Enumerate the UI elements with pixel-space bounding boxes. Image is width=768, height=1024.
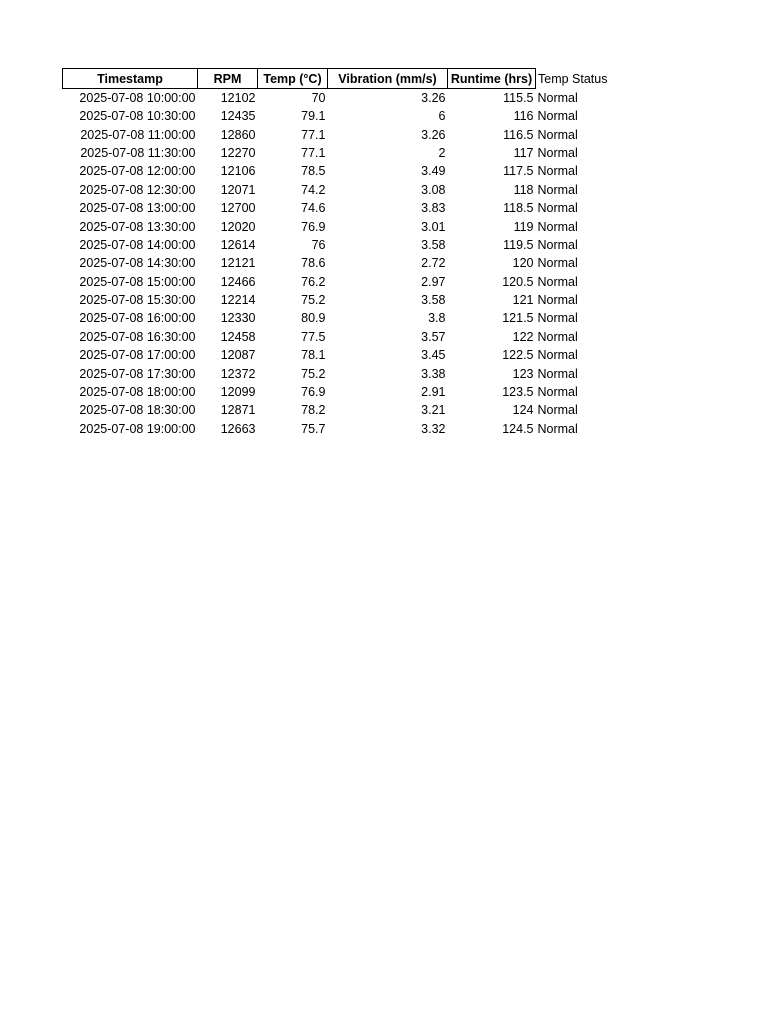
cell-timestamp: 2025-07-08 10:30:00 (79, 109, 196, 124)
table-row (63, 401, 626, 419)
table-row (63, 89, 626, 108)
cell-timestamp: 2025-07-08 13:00:00 (79, 201, 196, 216)
cell-temp: 78.5 (301, 164, 326, 179)
cell-timestamp: 2025-07-08 15:30:00 (79, 293, 196, 308)
cell-runtime: 123 (512, 366, 534, 381)
cell-runtime: 123.5 (502, 385, 534, 400)
cell-rpm: 12435 (220, 109, 256, 124)
cell-temp: 75.2 (301, 366, 326, 381)
table-row (63, 420, 626, 438)
cell-vibration: 3.58 (421, 293, 446, 308)
cell-temp-status: Normal (537, 293, 578, 308)
cell-temp-status: Normal (537, 90, 578, 105)
cell-vibration: 3.58 (421, 237, 446, 252)
cell-runtime: 119 (513, 219, 534, 234)
table-row (63, 328, 626, 346)
cell-timestamp: 2025-07-08 12:30:00 (79, 182, 196, 197)
table-row (63, 107, 626, 125)
cell-vibration: 3.26 (421, 127, 446, 142)
table-row (63, 346, 626, 364)
cell-rpm: 12466 (220, 274, 256, 289)
cell-vibration: 2 (438, 145, 446, 160)
table-row (63, 125, 626, 143)
cell-timestamp: 2025-07-08 13:30:00 (79, 219, 196, 234)
cell-timestamp: 2025-07-08 14:00:00 (79, 237, 196, 252)
cell-runtime: 124.5 (502, 421, 534, 436)
cell-temp-status: Normal (537, 145, 578, 160)
cell-temp-status: Normal (537, 164, 578, 179)
cell-timestamp: 2025-07-08 11:00:00 (80, 127, 196, 142)
cell-rpm: 12020 (220, 219, 256, 234)
cell-vibration: 2.97 (421, 274, 446, 289)
cell-runtime: 118 (513, 182, 534, 197)
cell-rpm: 12700 (220, 201, 256, 216)
cell-runtime: 117 (513, 145, 534, 160)
table-header (63, 69, 626, 89)
cell-temp: 76.9 (301, 385, 326, 400)
table-row (63, 291, 626, 309)
cell-temp: 75.2 (301, 293, 326, 308)
cell-temp: 76.9 (301, 219, 326, 234)
cell-temp-status: Normal (537, 274, 578, 289)
cell-runtime: 115.5 (503, 91, 534, 105)
cell-runtime: 121 (512, 293, 534, 308)
cell-timestamp: 2025-07-08 14:30:00 (79, 256, 196, 271)
cell-temp: 79.1 (301, 109, 326, 124)
cell-timestamp: 2025-07-08 12:00:00 (79, 164, 196, 179)
cell-temp: 77.5 (301, 329, 326, 344)
cell-runtime: 121.5 (502, 311, 534, 326)
cell-rpm: 12087 (220, 348, 256, 363)
cell-temp-status: Normal (537, 256, 578, 271)
cell-temp-status: Normal (537, 109, 578, 124)
table-row (63, 364, 626, 382)
header-rpm: RPM (198, 69, 258, 89)
cell-rpm: 12071 (220, 182, 256, 197)
header-vibration: Vibration (mm/s) (328, 69, 448, 89)
table-row (63, 217, 626, 235)
cell-rpm: 12330 (220, 311, 256, 326)
cell-rpm: 12860 (220, 127, 256, 142)
cell-temp: 74.6 (301, 201, 326, 216)
cell-temp: 78.2 (301, 403, 326, 418)
cell-temp: 70 (311, 91, 326, 105)
cell-runtime: 117.5 (503, 164, 534, 179)
cell-temp: 74.2 (301, 182, 326, 197)
cell-temp-status: Normal (537, 385, 578, 400)
cell-runtime: 118.5 (503, 201, 534, 216)
cell-vibration: 3.38 (421, 366, 446, 381)
cell-temp-status: Normal (537, 403, 578, 418)
cell-vibration: 3.8 (428, 311, 446, 326)
cell-timestamp: 2025-07-08 16:30:00 (79, 329, 196, 344)
table-row (63, 199, 626, 217)
table-row (63, 236, 626, 254)
cell-runtime: 122.5 (502, 348, 534, 363)
header-temp-status: Temp Status (538, 71, 608, 86)
cell-rpm: 12458 (220, 329, 256, 344)
cell-vibration: 3.32 (421, 421, 446, 436)
cell-runtime: 124 (512, 403, 534, 418)
cell-vibration: 2.91 (421, 385, 446, 400)
cell-temp: 80.9 (301, 311, 326, 326)
cell-runtime: 119.5 (503, 237, 534, 252)
cell-temp-status: Normal (537, 219, 578, 234)
table-body (63, 89, 626, 439)
cell-rpm: 12372 (220, 366, 256, 381)
header-temp: Temp (°C) (258, 69, 328, 89)
cell-rpm: 12121 (220, 256, 256, 271)
cell-vibration: 6 (438, 109, 446, 124)
cell-runtime: 122 (512, 329, 534, 344)
table-row (63, 273, 626, 291)
table-row (63, 162, 626, 180)
cell-vibration: 3.83 (421, 201, 446, 216)
cell-vibration: 3.08 (421, 182, 446, 197)
header-row (63, 69, 626, 89)
cell-runtime: 116 (513, 109, 534, 124)
cell-temp: 77.1 (301, 145, 326, 160)
cell-timestamp: 2025-07-08 15:00:00 (79, 274, 196, 289)
cell-temp: 76.2 (301, 274, 326, 289)
cell-vibration: 2.72 (421, 256, 446, 271)
cell-temp-status: Normal (537, 127, 578, 142)
cell-rpm: 12614 (220, 237, 256, 252)
table-row (63, 254, 626, 272)
cell-temp-status: Normal (537, 201, 578, 216)
table-row (63, 309, 626, 327)
cell-temp-status: Normal (537, 348, 578, 363)
cell-vibration: 3.26 (421, 91, 446, 105)
cell-vibration: 3.45 (421, 348, 446, 363)
header-timestamp: Timestamp (63, 69, 198, 89)
cell-timestamp: 2025-07-08 18:30:00 (79, 403, 196, 418)
cell-runtime: 116.5 (503, 127, 534, 142)
cell-timestamp: 2025-07-08 10:00:00 (79, 91, 196, 105)
cell-temp: 76 (311, 237, 326, 252)
data-sheet (62, 68, 626, 438)
cell-timestamp: 2025-07-08 18:00:00 (79, 385, 196, 400)
cell-rpm: 12871 (220, 403, 256, 418)
cell-rpm: 12099 (220, 385, 256, 400)
cell-temp-status: Normal (537, 182, 578, 197)
cell-temp: 77.1 (301, 127, 326, 142)
cell-temp-status: Normal (537, 421, 578, 436)
header-runtime: Runtime (hrs) (448, 69, 536, 89)
cell-temp-status: Normal (537, 329, 578, 344)
table-row (63, 181, 626, 199)
cell-rpm: 12102 (220, 91, 256, 105)
cell-runtime: 120 (512, 256, 534, 271)
sensor-data-table (62, 68, 626, 438)
table-row (63, 383, 626, 401)
cell-temp: 75.7 (301, 421, 326, 436)
cell-vibration: 3.49 (421, 164, 446, 179)
cell-rpm: 12663 (220, 421, 256, 436)
table-row (63, 144, 626, 162)
cell-timestamp: 2025-07-08 11:30:00 (80, 145, 196, 160)
cell-temp-status: Normal (537, 366, 578, 381)
cell-vibration: 3.21 (421, 403, 446, 418)
cell-vibration: 3.57 (421, 329, 446, 344)
cell-rpm: 12214 (220, 293, 256, 308)
cell-temp-status: Normal (537, 311, 578, 326)
cell-temp: 78.6 (301, 256, 326, 271)
cell-timestamp: 2025-07-08 17:00:00 (79, 348, 196, 363)
cell-temp-status: Normal (537, 237, 578, 252)
cell-vibration: 3.01 (421, 219, 446, 234)
cell-rpm: 12270 (220, 145, 256, 160)
cell-timestamp: 2025-07-08 17:30:00 (79, 366, 196, 381)
cell-timestamp: 2025-07-08 16:00:00 (79, 311, 196, 326)
cell-rpm: 12106 (220, 164, 256, 179)
cell-runtime: 120.5 (502, 274, 534, 289)
cell-temp: 78.1 (301, 348, 326, 363)
cell-timestamp: 2025-07-08 19:00:00 (79, 421, 196, 436)
